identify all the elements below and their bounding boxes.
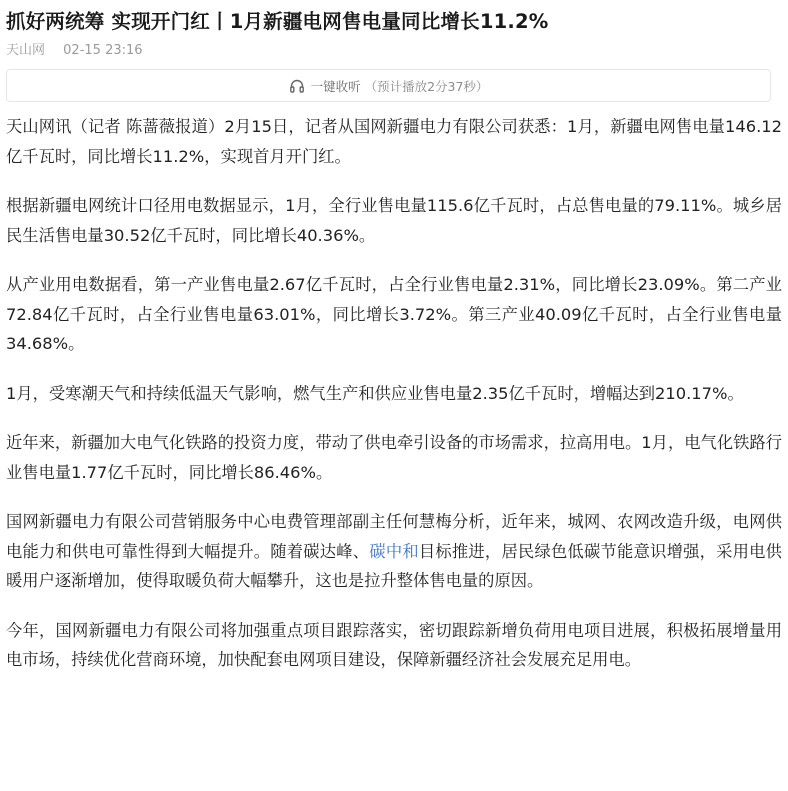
paragraph: 从产业用电数据看，第一产业售电量2.67亿千瓦时，占全行业售电量2.31%，同比增长23.09%。第二产业72.84亿千瓦时，占全行业售电量63.01%，同比增长3.72%。第三产业40.09亿千瓦时，占全行业售电量34.68%。 — [6, 275, 782, 353]
listen-label: 一键收听 — [310, 78, 361, 94]
carbon-neutral-link[interactable]: 碳中和 — [369, 541, 419, 561]
listen-button[interactable] — [6, 69, 771, 102]
paragraph-text: 国网新疆电力有限公司营销服务中心电费管理部副主任何慧梅分析，近年来，城网、农网改造升级，电网供电能力和供电可靠性得到大幅提升。随着碳达峰、 — [6, 512, 782, 561]
listen-duration: （预计播放2分37秒） — [364, 78, 489, 94]
article-time: 02-15 23:16 — [63, 43, 143, 58]
paragraph: 天山网讯（记者 陈蔷薇报道）2月15日，记者从国网新疆电力有限公司获悉：1月，新疆电网售电量146.12亿千瓦时，同比增长11.2%，实现首月开门红。 — [6, 117, 782, 166]
article-body — [6, 112, 782, 675]
article-title: 抓好两统筹 实现开门红丨1月新疆电网售电量同比增长11.2% — [6, 10, 549, 33]
paragraph-text: 目标推进，居民绿色低碳节能意识增强，采用电供暖用户逐渐增加，使得取暖负荷大幅攀升，这也是拉升整体售电量的原因。 — [6, 541, 782, 590]
paragraph: 根据新疆电网统计口径用电数据显示，1月，全行业售电量115.6亿千瓦时，占总售电量的79.11%。城乡居民生活售电量30.52亿千瓦时，同比增长40.36%。 — [6, 196, 782, 245]
paragraph — [6, 507, 782, 596]
paragraph: 今年，国网新疆电力有限公司将加强重点项目跟踪落实，密切跟踪新增负荷用电项目进展，积极拓展增量用电市场，持续优化营商环境，加快配套电网项目建设，保障新疆经济社会发展充足用电。 — [6, 620, 782, 669]
article-source[interactable]: 天山网 — [6, 43, 46, 58]
headphone-icon — [289, 78, 305, 94]
article-meta — [6, 42, 782, 60]
paragraph: 1月，受寒潮天气和持续低温天气影响，燃气生产和供应业售电量2.35亿千瓦时，增幅达到210.17%。 — [6, 383, 744, 403]
paragraph: 近年来，新疆加大电气化铁路的投资力度，带动了供电牵引设备的市场需求，拉高用电。1月，电气化铁路行业售电量1.77亿千瓦时，同比增长86.46%。 — [6, 433, 782, 482]
